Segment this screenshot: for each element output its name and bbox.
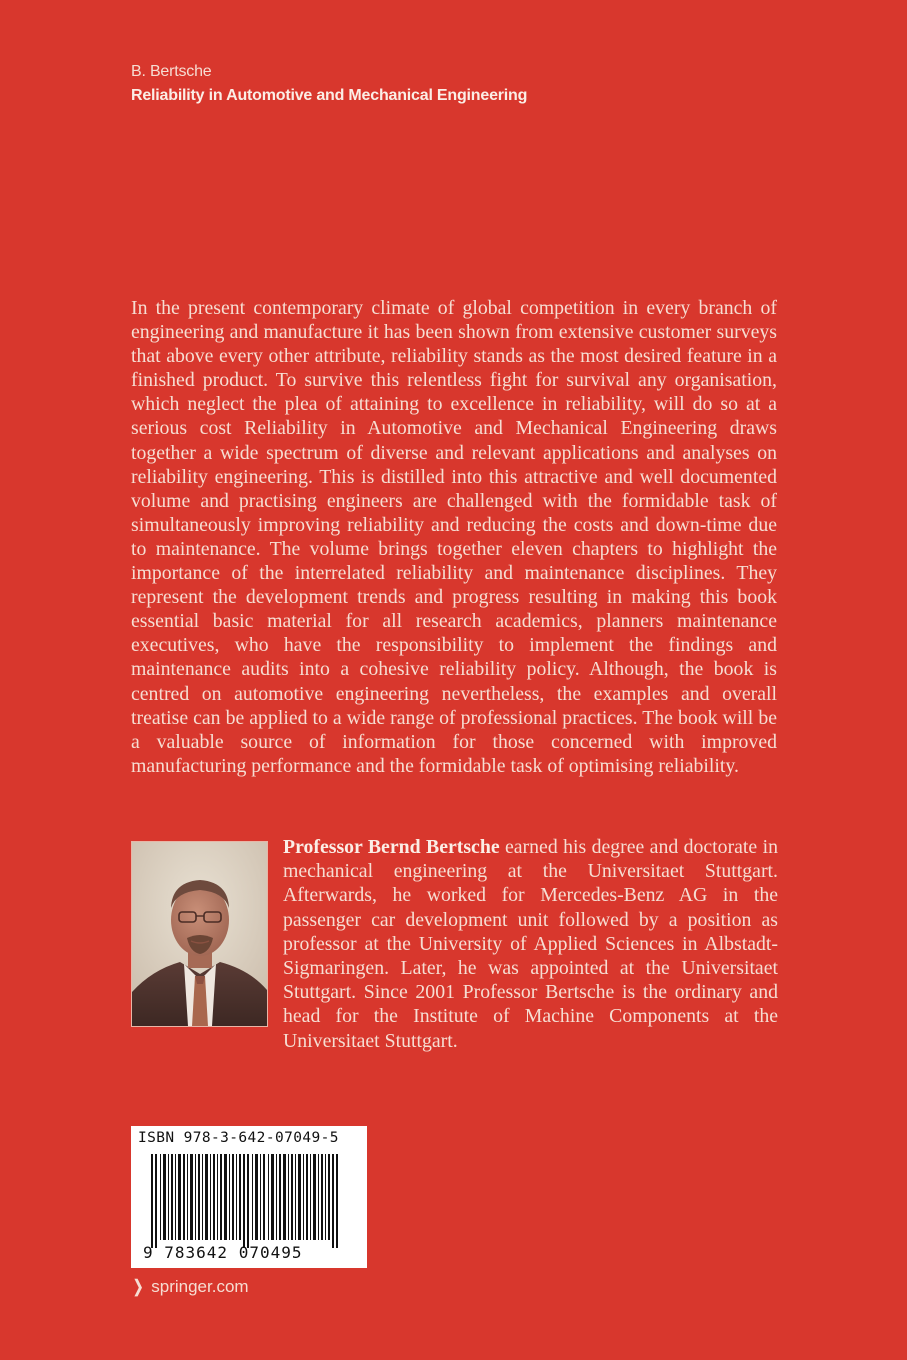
publisher-url: springer.com	[151, 1277, 249, 1296]
author-photo	[131, 841, 268, 1027]
author-bio-text: earned his degree and doctorate in mechanical engineering at the Universitaet Stuttgart. Afterwards, he worked for Mercedes-Benz AG in the passenger car development unit followed by a position as professor at the University of Applied Sciences in Albstadt-Sigmaringen. Later, he was appointed at the Universitaet Stuttgart. Since 2001 Professor Bertsche is the ordinary and head for the Institute of Machine Components at the Universitaet Stuttgart.	[283, 836, 778, 1052]
header	[131, 60, 527, 108]
author-bio-name: Professor Bernd Bertsche	[283, 836, 500, 858]
ean-number: 9 783642 070495	[143, 1243, 303, 1262]
author-portrait-image	[132, 842, 267, 1026]
publisher-link[interactable]	[131, 1277, 249, 1297]
book-description: In the present contemporary climate of global competition in every branch of engineering and manufacture it has been shown from extensive customer surveys that above every other attribute, reliability stands as the most desired feature in a finished product. To survive this relentless fight for survival any organisation, which neglect the plea of attaining to excellence in reliability, will do so at a serious cost Reliability in Automotive and Mechanical Engineering draws together a wide spectrum of diverse and relevant applications and analyses on reliability engineering. This is distilled into this attractive and well documented volume and practising engineers are challenged with the formidable task of simultaneously improving reliability and reducing the costs and down-time due to maintenance. The volume brings together eleven chapters to highlight the importance of the interrelated reliability and maintenance disciplines. They represent the development trends and progress resulting in making this book essential basic material for all research academics, planners maintenance executives, who have the responsibility to implement the findings and maintenance audits into a cohesive reliability policy. Although, the book is centred on automotive engineering nevertheless, the examples and overall treatise can be applied to a wide range of professional practices. The book will be a valuable source of information for those concerned with improved manufacturing performance and the formidable task of optimising reliability.	[131, 297, 777, 777]
chevron-right-icon: ❭	[131, 1277, 146, 1296]
isbn-number: ISBN 978-3-642-07049-5	[138, 1130, 339, 1146]
isbn-barcode	[131, 1126, 367, 1268]
author-name: B. Bertsche	[131, 63, 212, 80]
author-bio	[283, 835, 778, 1053]
book-title: Reliability in Automotive and Mechanical Engineering	[131, 87, 528, 104]
